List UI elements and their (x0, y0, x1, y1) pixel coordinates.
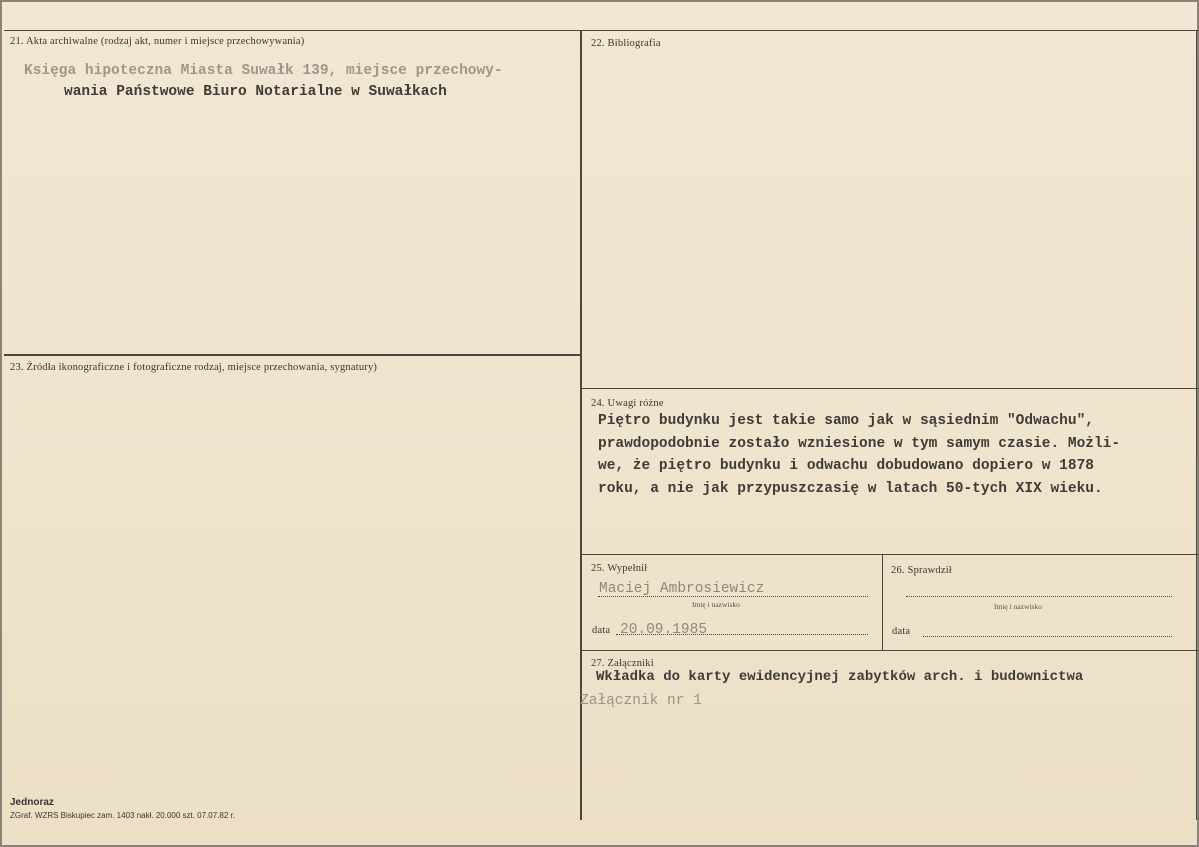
divider-21-23 (4, 354, 581, 356)
section-27-line-1: Wkładka do karty ewidencyjnej zabytków arch. i budownictwa (596, 669, 1084, 685)
divider-24-25 (581, 554, 1199, 555)
divider-22-24 (581, 388, 1199, 389)
section-25-date-line (616, 634, 868, 635)
section-21-label: 21. Akta archiwalne (rodzaj akt, numer i miejsce przechowywania) (10, 36, 305, 47)
divider-25-26 (882, 555, 883, 651)
section-25-date-label: data (592, 625, 611, 636)
section-27-line-2: Załącznik nr 1 (580, 693, 702, 709)
section-25-name-line (598, 596, 868, 597)
section-26-label: 26. Sprawdził (891, 565, 952, 576)
footer-imprint: ZGraf. WZRS Biskupiec zam. 1403 nakł. 20.000 szt. 07.07.82 r. (10, 811, 235, 820)
section-26-name-line (906, 596, 1172, 597)
section-22-label: 22. Bibliografia (591, 38, 661, 49)
section-26-date-line (923, 636, 1172, 637)
section-26-date-label: data (892, 626, 911, 637)
divider-top (4, 30, 1199, 31)
section-24-line-3: we, że piętro budynku i odwachu dobudowano dopiero w 1878 (598, 458, 1094, 474)
section-25-label: 25. Wypełnił (591, 563, 648, 574)
section-24-label: 24. Uwagi różne (591, 398, 664, 409)
divider-25-27 (581, 650, 1199, 651)
footer-title: Jednoraz (10, 797, 54, 808)
section-24-line-2: prawdopodobnie zostało wzniesione w tym samym czasie. Możli- (598, 436, 1121, 452)
section-21-line-2: wania Państwowe Biuro Notarialne w Suwałkach (64, 84, 447, 100)
section-25-date-value: 20.09.1985 (620, 622, 708, 638)
section-26-name-caption: Imię i nazwisko (994, 602, 1042, 611)
section-25-name-caption: Imię i nazwisko (692, 600, 740, 609)
right-edge-line (1196, 30, 1197, 820)
section-21-line-1: Księga hipoteczna Miasta Suwałk 139, miejsce przechowy- (24, 63, 503, 79)
section-24-line-1: Piętro budynku jest takie samo jak w sąsiednim "Odwachu", (598, 413, 1094, 429)
section-24-line-4: roku, a nie jak przypuszczasię w latach 50-tych XIX wieku. (598, 481, 1103, 497)
section-23-label: 23. Źródła ikonograficzne i fotograficzne rodzaj, miejsce przechowania, sygnatury) (10, 362, 378, 373)
section-27-label: 27. Załączniki (591, 658, 654, 669)
section-25-name-value: Maciej Ambrosiewicz (599, 581, 765, 597)
